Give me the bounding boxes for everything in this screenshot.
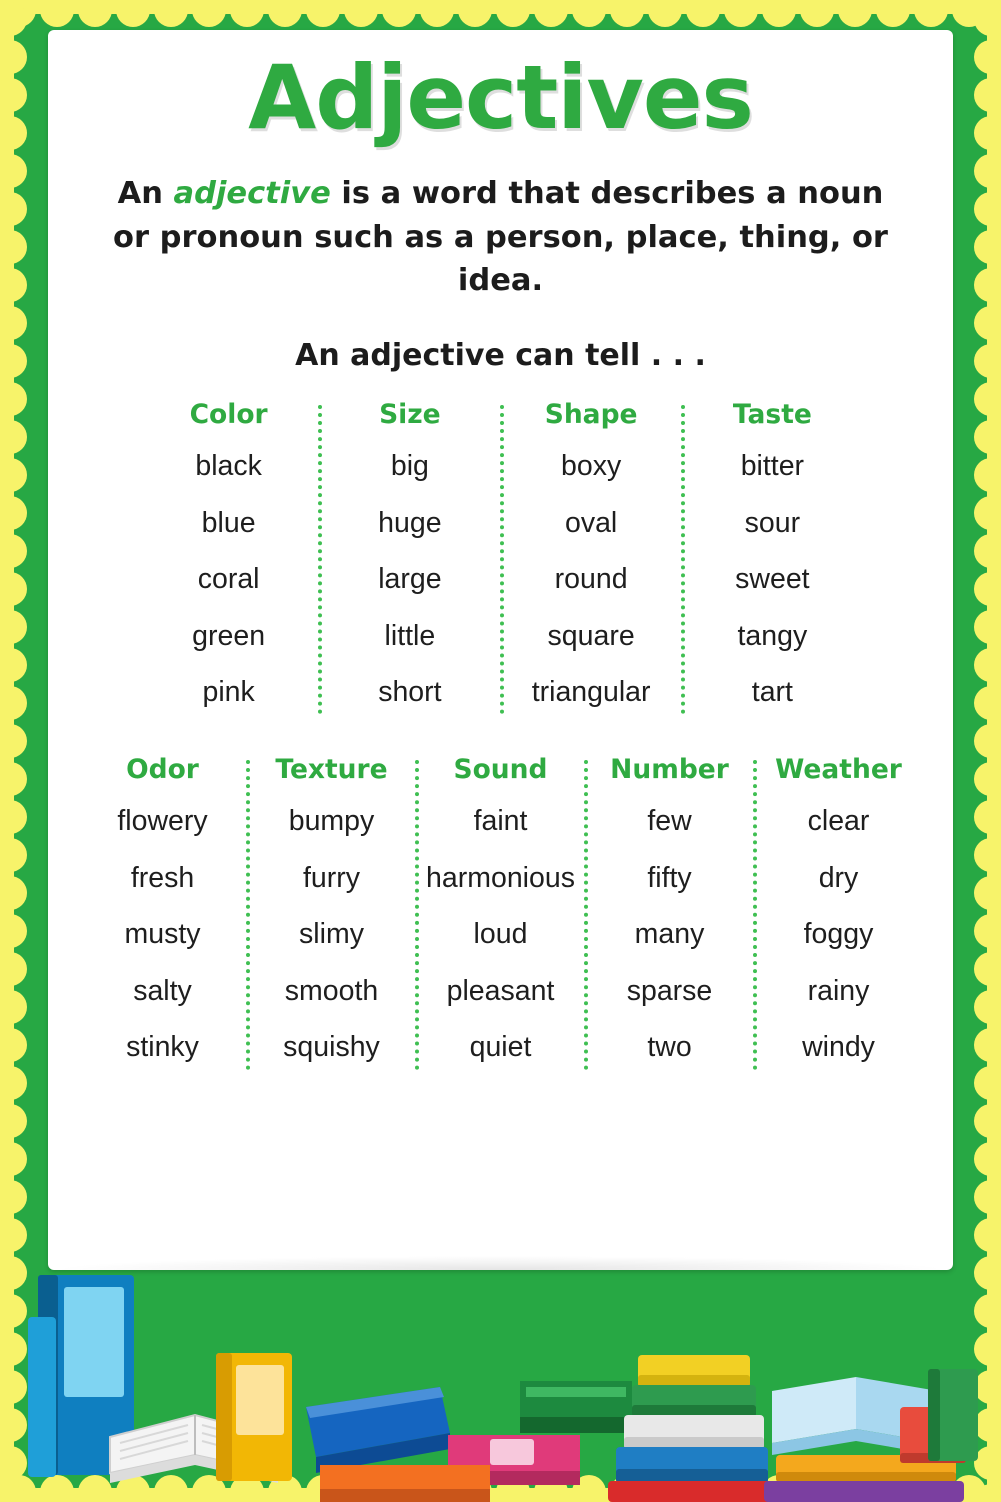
word-item: tart	[751, 675, 793, 708]
word-item: sparse	[626, 974, 713, 1007]
definition-text	[102, 172, 899, 302]
category-column-shape	[501, 399, 682, 720]
word-item: many	[634, 918, 705, 951]
word-item: windy	[802, 1031, 875, 1064]
word-item: squishy	[283, 1031, 380, 1064]
category-column-sound	[416, 754, 585, 1075]
word-item: fresh	[130, 861, 195, 894]
word-item: flowery	[117, 805, 208, 838]
category-column-weather	[754, 754, 923, 1075]
category-column-taste	[682, 399, 863, 720]
category-group-row-2	[48, 754, 953, 1075]
word-item: pleasant	[446, 974, 555, 1007]
word-item: oval	[564, 506, 618, 539]
word-item: bumpy	[288, 805, 375, 838]
word-item: green	[192, 619, 266, 652]
category-heading: Size	[379, 399, 441, 431]
word-item: bitter	[740, 450, 805, 483]
word-item: short	[378, 675, 442, 708]
category-column-color	[138, 399, 319, 720]
definition-keyword: adjective	[173, 176, 331, 212]
category-heading: Taste	[732, 399, 812, 431]
word-item: dry	[818, 861, 859, 894]
definition-suffix: is a word that describes a noun or pronoun such as a person, place, thing, or idea.	[113, 176, 888, 298]
word-item: sour	[744, 506, 801, 539]
category-heading: Sound	[453, 754, 548, 786]
word-item: pink	[202, 675, 255, 708]
word-item: tangy	[737, 619, 808, 652]
content-card	[48, 30, 953, 1270]
word-item: little	[384, 619, 436, 652]
word-item: faint	[473, 805, 528, 838]
word-item: smooth	[284, 974, 379, 1007]
word-item: foggy	[803, 918, 874, 951]
section-subheading: An adjective can tell . . .	[295, 338, 706, 374]
category-heading: Texture	[275, 754, 388, 786]
category-column-size	[319, 399, 500, 720]
word-item: black	[195, 450, 262, 483]
category-heading: Color	[189, 399, 268, 431]
word-item: fifty	[647, 861, 692, 894]
category-column-odor	[78, 754, 247, 1075]
category-heading: Odor	[126, 754, 199, 786]
category-heading: Number	[610, 754, 729, 786]
word-item: salty	[133, 974, 192, 1007]
word-item: clear	[807, 805, 870, 838]
word-item: quiet	[469, 1031, 532, 1064]
category-heading: Weather	[775, 754, 902, 786]
page-title: Adjectives	[248, 46, 753, 149]
word-item: triangular	[531, 675, 651, 708]
category-column-number	[585, 754, 754, 1075]
word-item: stinky	[126, 1031, 199, 1064]
word-item: blue	[201, 506, 256, 539]
definition-prefix: An	[117, 176, 174, 212]
category-column-texture	[247, 754, 416, 1075]
books-svg	[20, 1257, 981, 1502]
word-item: huge	[378, 506, 442, 539]
word-item: furry	[303, 861, 360, 894]
word-item: square	[547, 619, 635, 652]
word-item: two	[647, 1031, 692, 1064]
word-item: harmonious	[426, 861, 575, 894]
word-item: sweet	[735, 563, 810, 596]
word-item: rainy	[807, 974, 870, 1007]
category-heading: Shape	[544, 399, 638, 431]
word-item: large	[378, 563, 442, 596]
word-item: loud	[473, 918, 528, 951]
word-item: boxy	[561, 450, 622, 483]
word-item: coral	[197, 563, 260, 596]
word-item: few	[647, 805, 692, 838]
category-group-row-1	[48, 399, 953, 720]
word-item: musty	[124, 918, 201, 951]
stack-of-books-illustration	[20, 1257, 981, 1502]
word-item: slimy	[299, 918, 364, 951]
word-item: big	[390, 450, 429, 483]
word-item: round	[554, 563, 628, 596]
